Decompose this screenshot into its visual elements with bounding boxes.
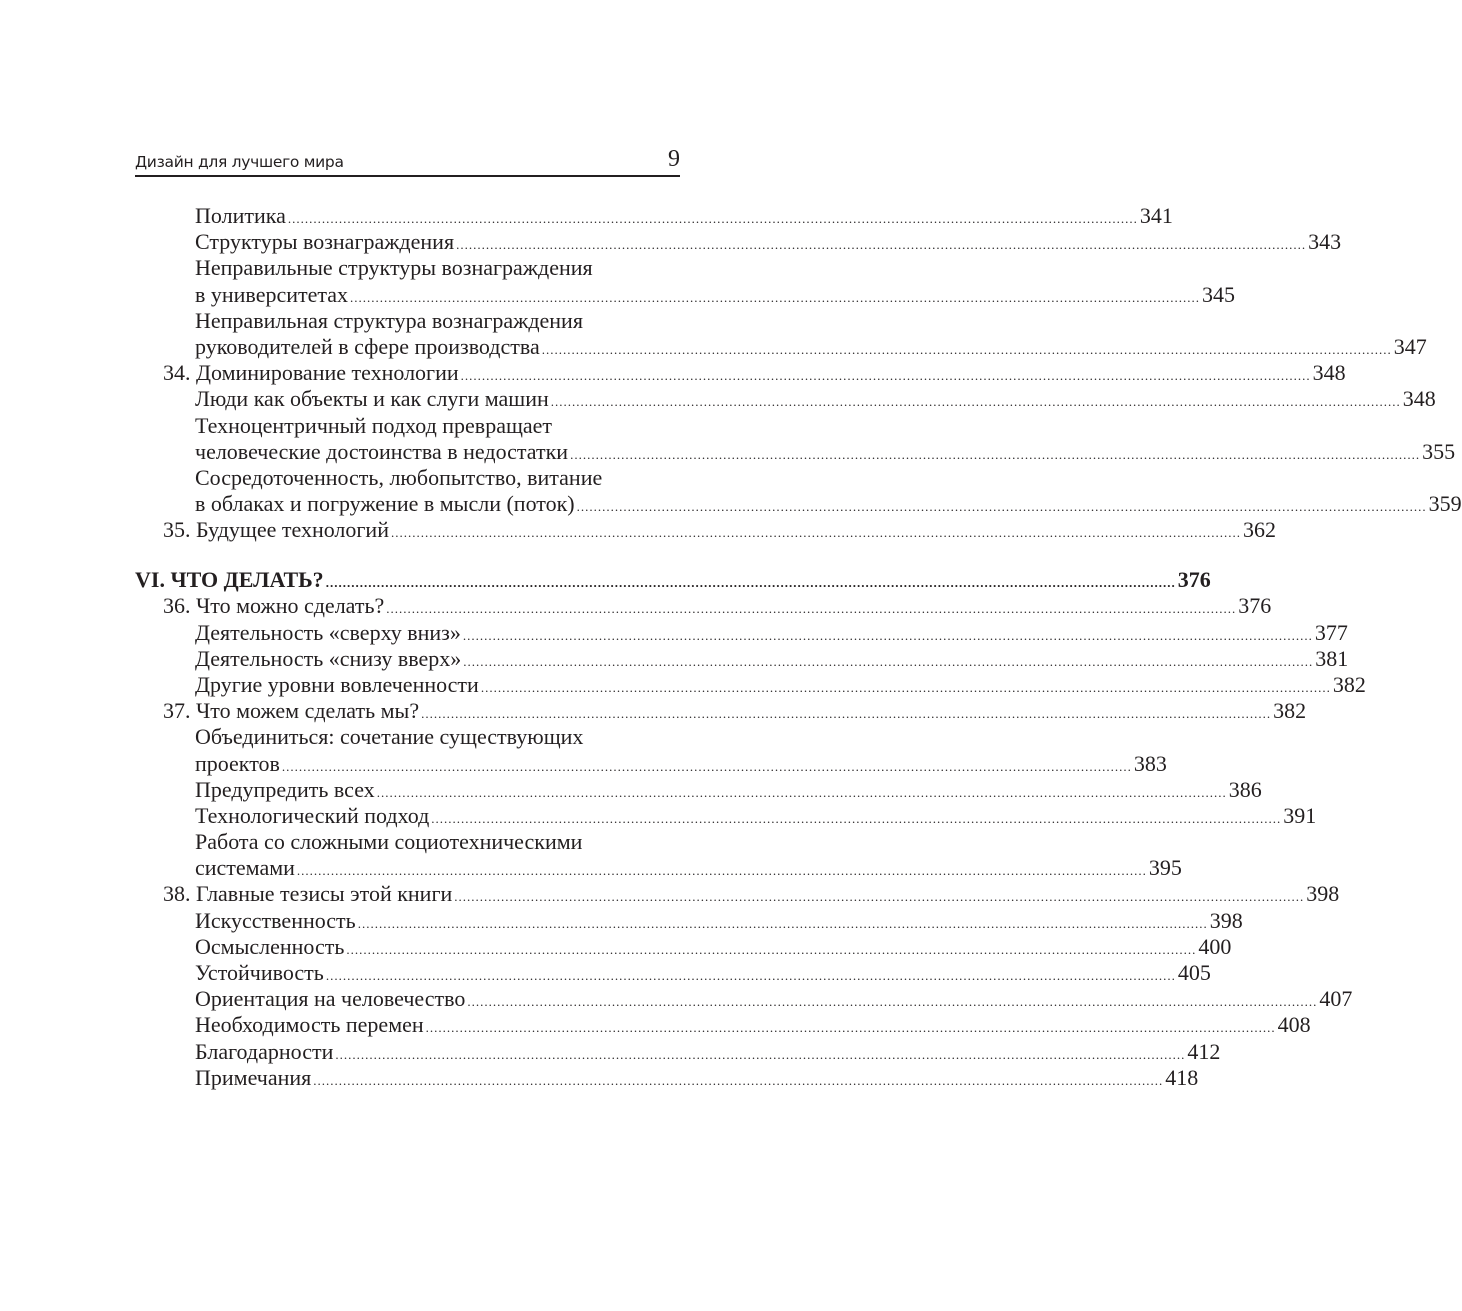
toc-page-number: 348 [1402, 386, 1436, 412]
toc-section-entry[interactable] [0, 671, 1366, 698]
toc-line [163, 698, 1307, 724]
toc-entry-title: в университетах [195, 281, 349, 307]
dot-leader: ........................................................................................................................................................................................................ [570, 446, 1421, 462]
toc-entry-title: Предупредить всех [195, 776, 375, 802]
dot-leader: ........................................................................................................................................................................................................ [281, 758, 1132, 774]
toc-line [195, 960, 1211, 986]
toc-section-entry[interactable] [0, 203, 1173, 229]
toc-page-number: 347 [1393, 333, 1427, 359]
toc-section-entry[interactable] [0, 255, 1236, 307]
toc-line [195, 671, 1366, 698]
dot-leader: ........................................................................................................................................................................................................ [287, 211, 1138, 226]
toc-entry-title: 36. Что можно сделать? [163, 593, 385, 619]
toc-entry-title: руководителей в сфере производства [195, 333, 540, 359]
toc-page-number: 407 [1319, 986, 1353, 1012]
toc-line [195, 986, 1353, 1012]
toc-section-entry[interactable] [0, 619, 1348, 646]
toc-line [195, 229, 1342, 255]
toc-line [163, 360, 1346, 386]
dot-leader: ........................................................................................................................................................................................................ [350, 289, 1201, 305]
toc-entry-title: Благодарности [195, 1038, 334, 1064]
dot-leader: ........................................................................................................................................................................................................ [313, 1072, 1164, 1088]
toc-entry-title: Структуры вознаграждения [195, 229, 455, 255]
toc-chapter-entry[interactable] [0, 593, 1272, 619]
toc-page-number: 408 [1277, 1012, 1311, 1038]
toc-line [135, 567, 1211, 593]
toc-line [195, 776, 1262, 803]
toc-entry-title: Искусственность [195, 907, 356, 933]
toc-line [195, 333, 1427, 360]
toc-page-number: 382 [1332, 671, 1366, 697]
toc-page-number: 376 [1177, 567, 1211, 593]
toc-page-number: 418 [1165, 1064, 1199, 1090]
dot-leader: ........................................................................................................................................................................................................ [456, 237, 1307, 253]
toc-page-number: 348 [1312, 360, 1346, 386]
toc-line [195, 386, 1436, 412]
toc-entry-title: Примечания [195, 1064, 312, 1090]
toc-section-entry[interactable] [0, 724, 1167, 776]
toc-entry-title: 37. Что можем сделать мы? [163, 698, 420, 724]
table-of-contents [0, 203, 1462, 1091]
toc-page-number: 398 [1209, 907, 1243, 933]
toc-line [195, 645, 1349, 672]
toc-line [195, 750, 1167, 777]
toc-page-number: 400 [1198, 933, 1232, 959]
dot-leader: ........................................................................................................................................................................................................ [386, 601, 1237, 617]
toc-page-number: 412 [1187, 1038, 1221, 1064]
dot-leader: ........................................................................................................................................................................................................ [454, 889, 1305, 905]
dot-leader: ........................................................................................................................................................................................................ [462, 627, 1313, 643]
dot-leader: ........................................................................................................................................................................................................ [325, 575, 1176, 591]
toc-line [163, 517, 1276, 543]
toc-entry-title: Технологический подход [195, 802, 430, 828]
toc-page-number: 391 [1283, 802, 1317, 828]
toc-section-entry[interactable] [0, 776, 1262, 803]
toc-entry-title: Осмысленность [195, 933, 345, 959]
toc-chapter-entry[interactable] [0, 881, 1340, 907]
toc-page-number: 355 [1422, 438, 1456, 464]
toc-entry-title: Устойчивость [195, 960, 324, 986]
toc-line [195, 1038, 1221, 1065]
toc-section-entry[interactable] [0, 645, 1349, 672]
toc-page-number: 405 [1177, 960, 1211, 986]
toc-chapter-entry[interactable] [0, 360, 1346, 386]
dot-leader: ........................................................................................................................................................................................................ [576, 499, 1427, 515]
dot-leader: ........................................................................................................................................................................................................ [431, 810, 1282, 826]
toc-entry-title: Работа со сложными социотехническими [195, 829, 583, 855]
toc-page-number: 345 [1202, 281, 1236, 307]
toc-entry-title: Необходимость перемен [195, 1012, 424, 1038]
toc-entry-title: VI. ЧТО ДЕЛАТЬ? [135, 567, 324, 593]
toc-line [195, 1064, 1199, 1091]
toc-entry-title: Люди как объекты и как слуги машин [195, 386, 549, 412]
toc-page-number: 341 [1139, 203, 1173, 228]
toc-entry-title: Деятельность «сверху вниз» [195, 619, 461, 645]
toc-page-number: 386 [1228, 776, 1262, 802]
toc-section-entry[interactable] [0, 1064, 1199, 1091]
toc-page-number: 383 [1133, 750, 1167, 776]
dot-leader: ........................................................................................................................................................................................................ [325, 968, 1176, 984]
toc-line [195, 465, 676, 491]
toc-entry-title: 35. Будущее технологий [163, 517, 389, 543]
toc-line [195, 933, 1232, 960]
toc-line [195, 255, 676, 281]
toc-line [195, 203, 1173, 229]
dot-leader: ........................................................................................................................................................................................................ [296, 863, 1147, 879]
section-gap [0, 543, 844, 567]
dot-leader: ........................................................................................................................................................................................................ [463, 653, 1314, 669]
toc-line [195, 829, 676, 855]
toc-entry-title: Ориентация на человечество [195, 986, 466, 1012]
dot-leader: ........................................................................................................................................................................................................ [421, 706, 1272, 722]
dot-leader: ........................................................................................................................................................................................................ [480, 679, 1331, 695]
toc-line [195, 438, 1456, 465]
toc-line [195, 855, 1182, 881]
toc-section-entry[interactable] [0, 229, 1342, 255]
toc-section-entry[interactable] [0, 933, 1232, 960]
toc-line [163, 881, 1340, 907]
toc-section-entry[interactable] [0, 829, 1182, 881]
toc-section-entry[interactable] [0, 907, 1243, 934]
dot-leader: ........................................................................................................................................................................................................ [425, 1020, 1276, 1036]
toc-section-entry[interactable] [0, 307, 1427, 360]
toc-entry-title: в облаках и погружение в мысли (поток) [195, 491, 575, 517]
toc-entry-title: 34. Доминирование технологии [163, 360, 459, 386]
toc-entry-title: системами [195, 855, 295, 881]
toc-entry-title: проектов [195, 750, 280, 776]
dot-leader: ........................................................................................................................................................................................................ [357, 915, 1208, 931]
toc-section-entry[interactable] [0, 1038, 1221, 1065]
toc-line [163, 593, 1272, 619]
dot-leader: ........................................................................................................................................................................................................ [467, 994, 1318, 1010]
toc-page-number: 377 [1314, 619, 1348, 645]
toc-section-entry[interactable] [0, 464, 1462, 517]
running-header [135, 141, 680, 177]
dot-leader: ........................................................................................................................................................................................................ [550, 394, 1401, 410]
toc-entry-title: Неправильная структура вознаграждения [195, 307, 583, 333]
toc-page-number: 343 [1308, 229, 1342, 255]
toc-entry-title: 38. Главные тезисы этой книги [163, 881, 453, 907]
toc-section-entry[interactable] [0, 386, 1436, 412]
toc-entry-title: Деятельность «снизу вверх» [195, 645, 462, 671]
toc-line [195, 308, 676, 334]
toc-entry-title: Объединиться: сочетание существующих [195, 724, 584, 750]
toc-line [195, 802, 1317, 829]
dot-leader: ........................................................................................................................................................................................................ [376, 784, 1227, 800]
toc-line [195, 907, 1243, 934]
toc-section-entry[interactable] [0, 802, 1317, 829]
toc-entry-title: человеческие достоинства в недостатки [195, 438, 569, 464]
toc-line [195, 619, 1348, 646]
toc-section-entry[interactable] [0, 960, 1211, 986]
toc-entry-title: Неправильные структуры вознаграждения [195, 255, 593, 281]
dot-leader: ........................................................................................................................................................................................................ [390, 525, 1241, 541]
running-title: Дизайн для лучшего мира [135, 153, 344, 171]
dot-leader: ........................................................................................................................................................................................................ [346, 941, 1197, 957]
toc-chapter-entry[interactable] [0, 517, 1276, 543]
toc-chapter-entry[interactable] [0, 698, 1307, 724]
toc-section-entry[interactable] [0, 1012, 1311, 1038]
toc-entry-title: Сосредоточенность, любопытство, витание [195, 464, 603, 490]
toc-entry-title: Техноцентричный подход превращает [195, 412, 553, 438]
toc-section-entry[interactable] [0, 986, 1353, 1012]
dot-leader: ........................................................................................................................................................................................................ [335, 1046, 1186, 1062]
toc-page-number: 395 [1148, 855, 1182, 881]
toc-entry-title: Политика [195, 203, 286, 228]
toc-page-number: 376 [1238, 593, 1272, 619]
toc-line [195, 491, 1462, 517]
toc-line [195, 281, 1236, 308]
toc-page-number: 381 [1315, 645, 1349, 671]
toc-line [195, 1012, 1311, 1038]
toc-section-entry[interactable] [0, 412, 1456, 465]
toc-part-entry[interactable] [0, 567, 1211, 593]
toc-page-number: 382 [1273, 698, 1307, 724]
dot-leader: ........................................................................................................................................................................................................ [541, 341, 1392, 357]
dot-leader: ........................................................................................................................................................................................................ [460, 368, 1311, 384]
toc-line [195, 724, 676, 750]
page-number: 9 [668, 146, 680, 172]
toc-line [195, 413, 676, 439]
toc-page-number: 398 [1306, 881, 1340, 907]
toc-page-number: 362 [1242, 517, 1276, 543]
toc-entry-title: Другие уровни вовлеченности [195, 671, 479, 697]
toc-page-number: 359 [1428, 491, 1462, 517]
